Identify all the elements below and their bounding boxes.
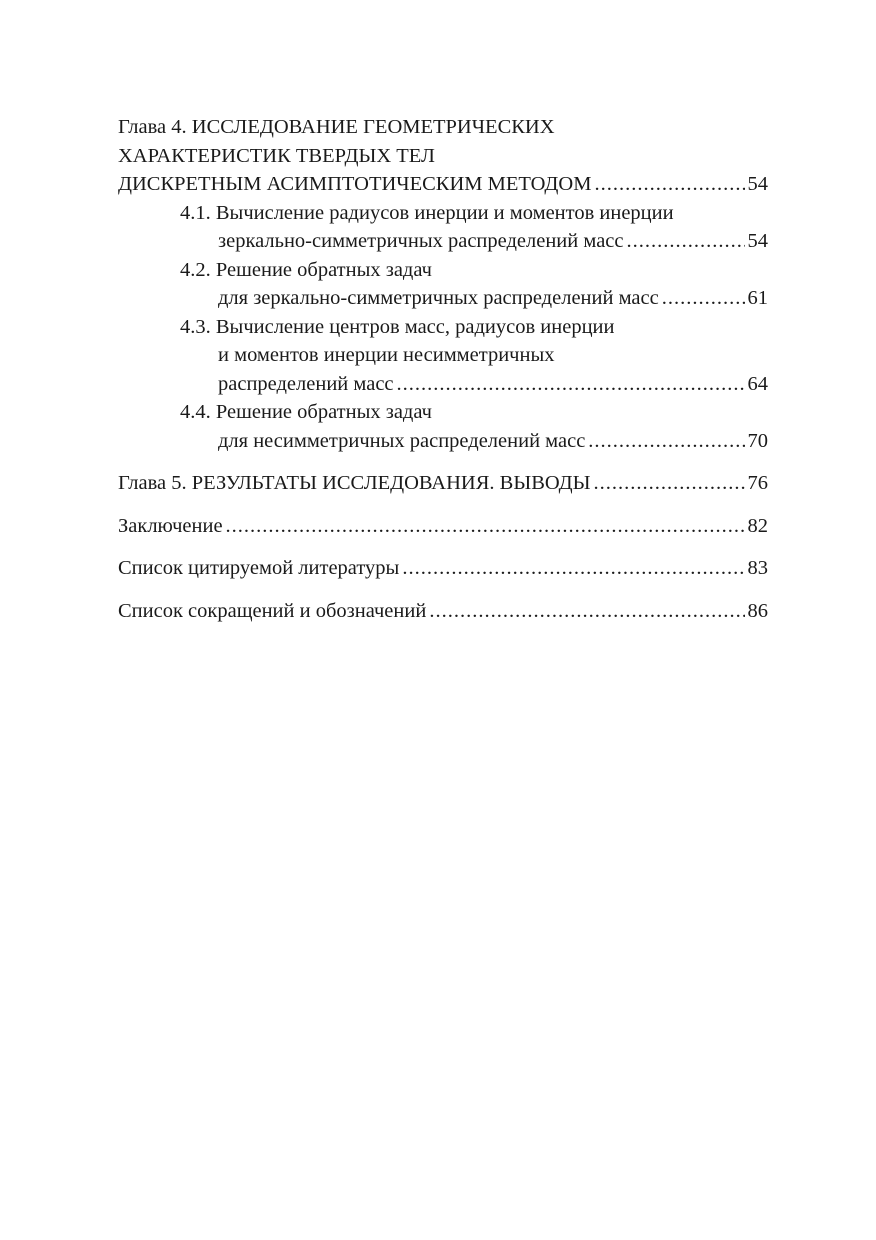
section-title: Решение обратных задач (215, 258, 432, 281)
toc-section-4-3[interactable] (180, 313, 768, 399)
page-number: 61 (747, 287, 768, 309)
toc-references[interactable] (118, 554, 768, 583)
toc-chapter-5[interactable] (118, 469, 768, 498)
section-title-last-line: для несимметричных распределений масс (218, 429, 586, 452)
section-title-last-line: для зеркально-симметричных распределений масс (218, 287, 659, 309)
toc-section-4-4[interactable] (180, 398, 768, 455)
dot-leader (627, 227, 745, 256)
dot-leader (588, 427, 744, 456)
toc-chapter-4[interactable] (118, 113, 768, 199)
page-number: 76 (747, 472, 768, 494)
chapter-5-title: Глава 5. РЕЗУЛЬТАТЫ ИССЛЕДОВАНИЯ. ВЫВОДЫ (118, 472, 591, 494)
section-number: 4.3. (180, 315, 211, 338)
references-title: Список цитируемой литературы (118, 557, 400, 579)
page-number: 64 (747, 372, 768, 395)
toc-section-first-line (180, 199, 768, 228)
toc-conclusion[interactable] (118, 512, 768, 541)
abbreviations-title: Список сокращений и обозначений (118, 599, 427, 622)
dot-leader (397, 370, 745, 399)
toc-chapter-4-title-line-1: Глава 4. ИССЛЕДОВАНИЕ ГЕОМЕТРИЧЕСКИХ (118, 116, 555, 138)
dot-leader (662, 284, 745, 313)
table-of-contents (118, 113, 768, 625)
page-number: 83 (747, 557, 768, 579)
toc-chapter-4-title-line-3: ДИСКРЕТНЫМ АСИМПТОТИЧЕСКИМ МЕТОДОМ (118, 173, 592, 195)
dot-leader (594, 469, 745, 498)
section-number: 4.4. (180, 401, 211, 423)
dot-leader (402, 554, 744, 583)
toc-section-leader (180, 427, 768, 456)
section-number: 4.2. (180, 258, 211, 281)
toc-abbreviations[interactable] (118, 597, 768, 626)
toc-section-first-line (180, 313, 768, 342)
section-title-last-line: распределений масс (218, 372, 394, 395)
section-title-last-line: зеркально-симметричных распределений масс (218, 230, 624, 252)
toc-chapter-4-leader (118, 170, 768, 199)
conclusion-title: Заключение (118, 514, 223, 537)
page-number: 86 (747, 599, 768, 622)
dot-leader (429, 597, 744, 626)
dot-leader (594, 170, 744, 199)
section-number: 4.1. (180, 201, 211, 224)
toc-section-leader (180, 284, 768, 313)
toc-section-leader (180, 370, 768, 399)
section-title: Решение обратных задач (215, 401, 432, 423)
page-number: 82 (747, 514, 768, 537)
toc-section-4-1[interactable] (180, 199, 768, 256)
dot-leader (226, 512, 745, 541)
section-title: Вычисление радиусов инерции и моментов инерции (215, 201, 674, 224)
toc-chapter-4-title-line-2: ХАРАКТЕРИСТИК ТВЕРДЫХ ТЕЛ (118, 144, 435, 167)
section-title: Вычисление центров масс, радиусов инерции (215, 315, 615, 338)
toc-section-4-2[interactable] (180, 256, 768, 313)
page-number: 54 (747, 230, 768, 252)
page-number: 70 (747, 429, 768, 452)
section-title-middle-line: и моментов инерции несимметричных (218, 344, 555, 366)
toc-section-first-line (180, 256, 768, 285)
toc-section-first-line (180, 398, 768, 427)
toc-section-leader (180, 227, 768, 256)
page-number: 54 (747, 173, 768, 195)
